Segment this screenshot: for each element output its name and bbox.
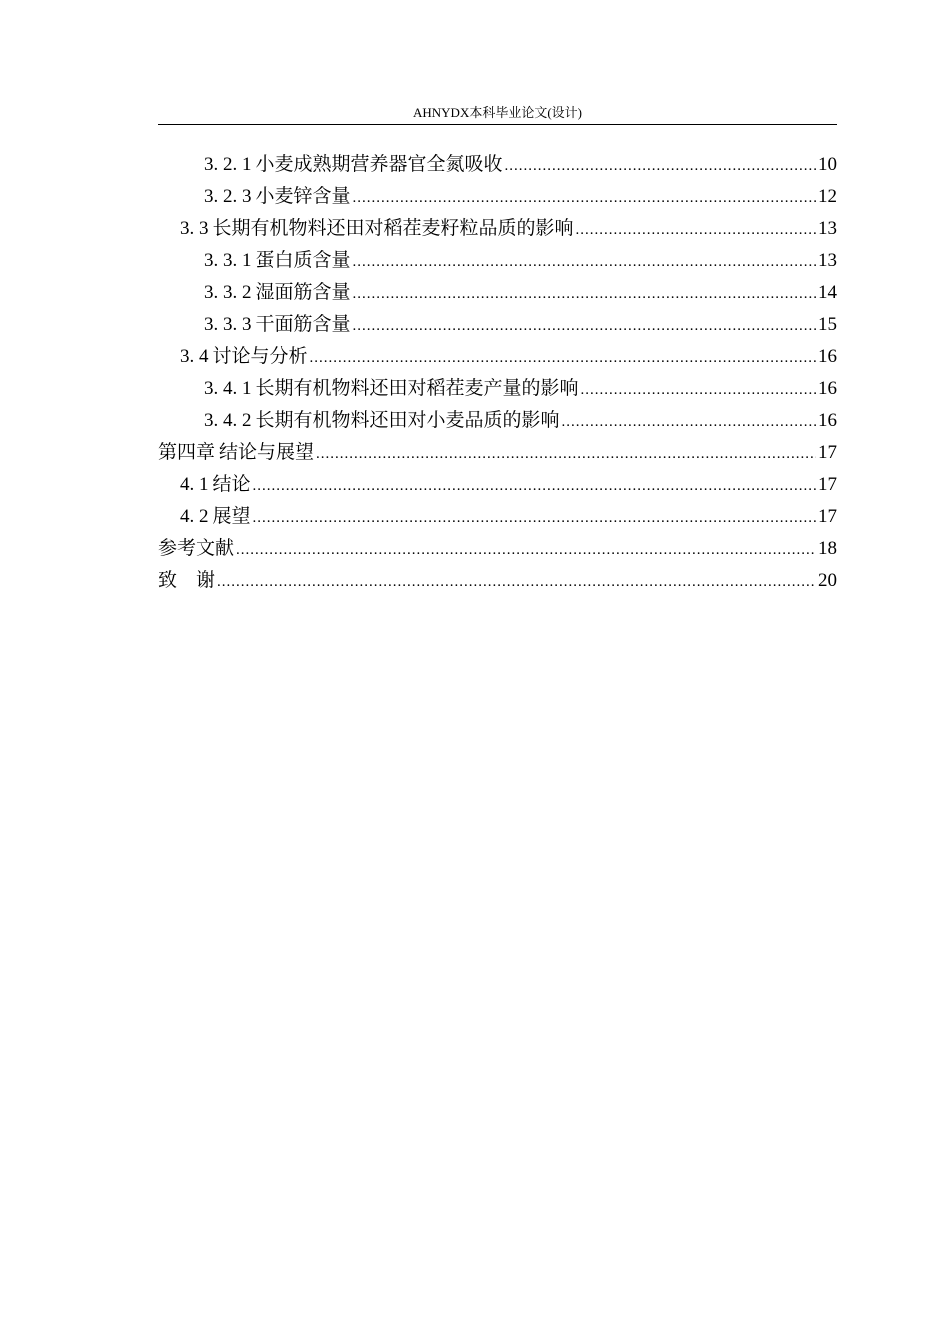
toc-entry-title xyxy=(180,500,251,533)
toc-entry-text: 蛋白质含量 xyxy=(255,249,351,271)
toc-entry[interactable] xyxy=(158,244,837,276)
toc-entry-title xyxy=(158,564,215,596)
toc-entry-title xyxy=(180,340,308,373)
toc-entry-page: 17 xyxy=(818,442,837,463)
toc-dot-leader xyxy=(217,566,816,598)
toc-entry-number: 3. 4. 2 xyxy=(204,410,252,431)
toc-entry-number: 3. 3. 1 xyxy=(204,250,252,271)
toc-entry-title xyxy=(158,436,314,469)
toc-entry[interactable] xyxy=(158,532,837,564)
toc-entry-page: 20 xyxy=(818,570,837,591)
table-of-contents xyxy=(158,148,837,596)
toc-entry-number: 3. 4 xyxy=(180,346,209,367)
toc-entry-number: 3. 2. 1 xyxy=(204,154,252,175)
toc-entry-title xyxy=(204,276,351,309)
toc-entry-title xyxy=(180,468,251,501)
toc-entry-title xyxy=(204,372,579,405)
toc-entry-page: 13 xyxy=(818,218,837,239)
toc-entry-page: 15 xyxy=(818,314,837,335)
toc-entry-text: 结论与展望 xyxy=(219,441,315,463)
toc-entry-title xyxy=(158,532,234,564)
toc-dot-leader xyxy=(576,214,816,246)
toc-dot-leader xyxy=(581,374,816,406)
toc-entry-number: 3. 3. 2 xyxy=(204,282,252,303)
toc-entry[interactable] xyxy=(158,180,837,212)
toc-entry-page: 16 xyxy=(818,410,837,431)
toc-entry-text: 结论 xyxy=(212,473,251,495)
toc-entry-text: 长期有机物料还田对稻茬麦产量的影响 xyxy=(255,377,579,399)
toc-dot-leader xyxy=(236,534,816,566)
toc-entry-title xyxy=(204,404,560,437)
toc-dot-leader xyxy=(353,310,816,342)
toc-entry-number: 3. 2. 3 xyxy=(204,186,252,207)
toc-entry-page: 17 xyxy=(818,506,837,527)
toc-dot-leader xyxy=(353,278,816,310)
toc-entry-page: 12 xyxy=(818,186,837,207)
toc-entry-page: 17 xyxy=(818,474,837,495)
toc-entry-title xyxy=(204,148,503,181)
toc-entry[interactable] xyxy=(158,276,837,308)
toc-entry-number: 3. 4. 1 xyxy=(204,378,252,399)
toc-dot-leader xyxy=(253,502,816,534)
toc-entry-number: 4. 1 xyxy=(180,474,209,495)
toc-dot-leader xyxy=(253,470,816,502)
toc-entry-page: 16 xyxy=(818,346,837,367)
toc-entry-number: 第四章 xyxy=(158,442,216,463)
page-header: AHNYDX本科毕业论文(设计) xyxy=(413,105,582,120)
toc-dot-leader xyxy=(353,182,816,214)
toc-entry[interactable] xyxy=(158,468,837,500)
toc-entry-text: 参考文献 xyxy=(158,537,235,559)
toc-dot-leader xyxy=(316,438,816,470)
toc-entry-text: 湿面筋含量 xyxy=(255,281,351,303)
toc-entry-text: 讨论与分析 xyxy=(212,345,308,367)
toc-entry-page: 16 xyxy=(818,378,837,399)
toc-entry-title xyxy=(180,212,574,245)
toc-entry[interactable] xyxy=(158,340,837,372)
toc-entry[interactable] xyxy=(158,212,837,244)
toc-entry-number: 3. 3. 3 xyxy=(204,314,252,335)
toc-entry-text: 致 谢 xyxy=(158,569,216,591)
toc-entry[interactable] xyxy=(158,500,837,532)
toc-entry-page: 14 xyxy=(818,282,837,303)
toc-entry-text: 小麦成熟期营养器官全氮吸收 xyxy=(255,153,503,175)
toc-entry[interactable] xyxy=(158,372,837,404)
toc-entry-page: 10 xyxy=(818,154,837,175)
toc-entry-page: 18 xyxy=(818,538,837,559)
header-rule xyxy=(158,124,837,125)
toc-entry[interactable] xyxy=(158,308,837,340)
toc-entry-title xyxy=(204,308,351,341)
toc-entry-number: 3. 3 xyxy=(180,218,209,239)
toc-entry-number: 4. 2 xyxy=(180,506,209,527)
toc-entry[interactable] xyxy=(158,564,837,596)
toc-dot-leader xyxy=(310,342,816,374)
toc-entry-title xyxy=(204,244,351,277)
toc-entry-text: 小麦锌含量 xyxy=(255,185,351,207)
toc-entry-text: 长期有机物料还田对稻茬麦籽粒品质的影响 xyxy=(212,217,574,239)
toc-dot-leader xyxy=(505,150,816,182)
toc-dot-leader xyxy=(353,246,816,278)
toc-entry-text: 展望 xyxy=(212,505,251,527)
toc-entry[interactable] xyxy=(158,404,837,436)
toc-entry-page: 13 xyxy=(818,250,837,271)
toc-entry[interactable] xyxy=(158,148,837,180)
toc-entry[interactable] xyxy=(158,436,837,468)
toc-entry-title xyxy=(204,180,351,213)
toc-dot-leader xyxy=(562,406,816,438)
toc-entry-text: 干面筋含量 xyxy=(255,313,351,335)
toc-entry-text: 长期有机物料还田对小麦品质的影响 xyxy=(255,409,560,431)
